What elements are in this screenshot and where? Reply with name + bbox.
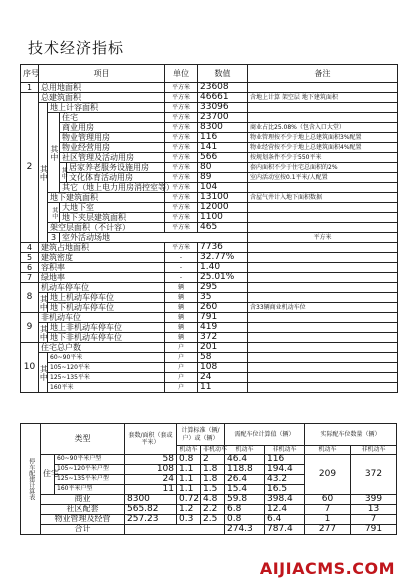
table-row: 地下机动车停车位 辆 260 含33辆商业机动车位 xyxy=(21,303,398,313)
header-unit: 单位 xyxy=(165,65,198,83)
table-row: 其它（地上电力用房消控室等） 平方米 104 xyxy=(21,183,398,193)
header-note: 备注 xyxy=(248,65,398,83)
table-subheader-row: 机动车 非机动车 机动车 非机动车 机动车 非机动车 xyxy=(21,446,397,455)
table-header-row xyxy=(21,65,398,83)
header-need: 需配车位计算值（辆） xyxy=(225,424,305,446)
table-row: 2 总建筑面积 平方米 46661 含地上计算 架空层 地下建筑面积 xyxy=(21,93,398,103)
table-row: 商业 8300 0.72 4.8 59.8 398.4 60 399 xyxy=(21,494,397,504)
table-row: 地下建筑面积 平方米 13100 含屋气井计入地下面积数据 xyxy=(21,193,398,203)
header-std: 计算标准（辆/户）或（辆） xyxy=(177,424,225,446)
table-row: 文化体育活动用房 平方米 89 室内活动室按0.1平米/人配置 xyxy=(21,173,398,183)
table-row: 商业用房 平方米 8300 商业占比25.08%（包含入口大堂） xyxy=(21,123,398,133)
table-row: 125~135平米 户 24 xyxy=(21,373,398,383)
residential-label: 住宅 xyxy=(41,454,55,494)
parking-calc-table xyxy=(20,423,397,535)
table-row: 住宅 60~90平米户型 58 0.8 2 46.4 116 209 372 xyxy=(21,454,397,464)
residential-actual-nonmotor: 372 xyxy=(351,454,397,494)
table-row: 7 绿地率 - 25.01% xyxy=(21,273,398,283)
table-row: 160平米户型 11 1.1 1.5 15.4 16.5 xyxy=(21,484,397,494)
table-row: 架空层面积（不计容） 平方米 465 xyxy=(21,223,398,233)
table-row: 5 建筑密度 - 32.77% xyxy=(21,253,398,263)
table-row: 9 非机动车位 辆 791 xyxy=(21,313,398,323)
table-row: 105~120平米户型 108 1.1 1.8 118.8 194.4 xyxy=(21,464,397,474)
watermark: AIJIACMS.COM xyxy=(259,559,395,578)
header-no: 序号 xyxy=(21,65,39,83)
table-row: 10 住宅总户数 户 201 xyxy=(21,343,398,353)
table-row: 其中 地上机动车停车位 辆 35 xyxy=(21,293,398,303)
table-row: 6 容积率 - 1.40 xyxy=(21,263,398,273)
table-row: 其中 大地下室 平方米 12000 xyxy=(21,203,398,213)
table-row: 160平米 户 11 xyxy=(21,383,398,393)
table-row: 地下非机动车停车位 辆 372 xyxy=(21,333,398,343)
table-row: 8 机动车停车位 辆 295 xyxy=(21,283,398,293)
side-label: 停车配建计算表 xyxy=(21,424,41,535)
table-row: 其中 住宅 平方米 23700 xyxy=(21,113,398,123)
residential-actual-motor: 209 xyxy=(305,454,351,494)
table-row: 社区配套 565.82 1.2 2.2 6.8 12.4 7 13 xyxy=(21,504,397,514)
table-row: 物业经营用房 平方米 141 物业经营按不少于地上总建筑面积4%配置 xyxy=(21,143,398,153)
table-row: 地下夹层建筑面积 平方米 1100 xyxy=(21,213,398,223)
header-value: 数值 xyxy=(198,65,248,83)
header-type: 类型 xyxy=(41,424,125,455)
table-row: 3 室外活动场地 平方米 xyxy=(21,233,398,243)
table-row: 其中 地上计容面积 平方米 33096 xyxy=(21,103,398,113)
table-row: 物业管理用房 平方米 116 物业管理按不少于地上总建筑面积3%配置 xyxy=(21,133,398,143)
table-row: 4 建筑占地面积 平方米 7736 xyxy=(21,243,398,253)
table-row: 其中 60~90平米 户 58 xyxy=(21,353,398,363)
table-row: 物业管理及经营 257.23 0.3 2.5 0.8 6.4 1 7 xyxy=(21,514,397,524)
table-row: 社区管理及活动用房 平方米 566 按规划条件不少于550平米 xyxy=(21,153,398,163)
table-row: 合计 274.3 787.4 277 791 xyxy=(21,524,397,534)
table-row: 105~120平米 户 108 xyxy=(21,363,398,373)
header-item: 项目 xyxy=(39,65,165,83)
header-actual: 实际配车位数量（辆） xyxy=(305,424,397,446)
table-row: 125~135平米户型 24 1.1 1.8 26.4 43.2 xyxy=(21,474,397,484)
page-title: 技术经济指标 xyxy=(28,39,125,57)
table-row: 其中 居家养老服务设施用房 平方米 80 套内面积不少于住宅总面积的2% xyxy=(21,163,398,173)
header-qty: 套数/面积（套或平米） xyxy=(125,424,177,455)
table-row: 1 总用地面积 平方米 23608 xyxy=(21,83,398,93)
tech-indicators-table xyxy=(20,64,398,393)
table-row: 其中 地上非机动车停车位 辆 419 xyxy=(21,323,398,333)
table-header-row xyxy=(21,424,397,446)
